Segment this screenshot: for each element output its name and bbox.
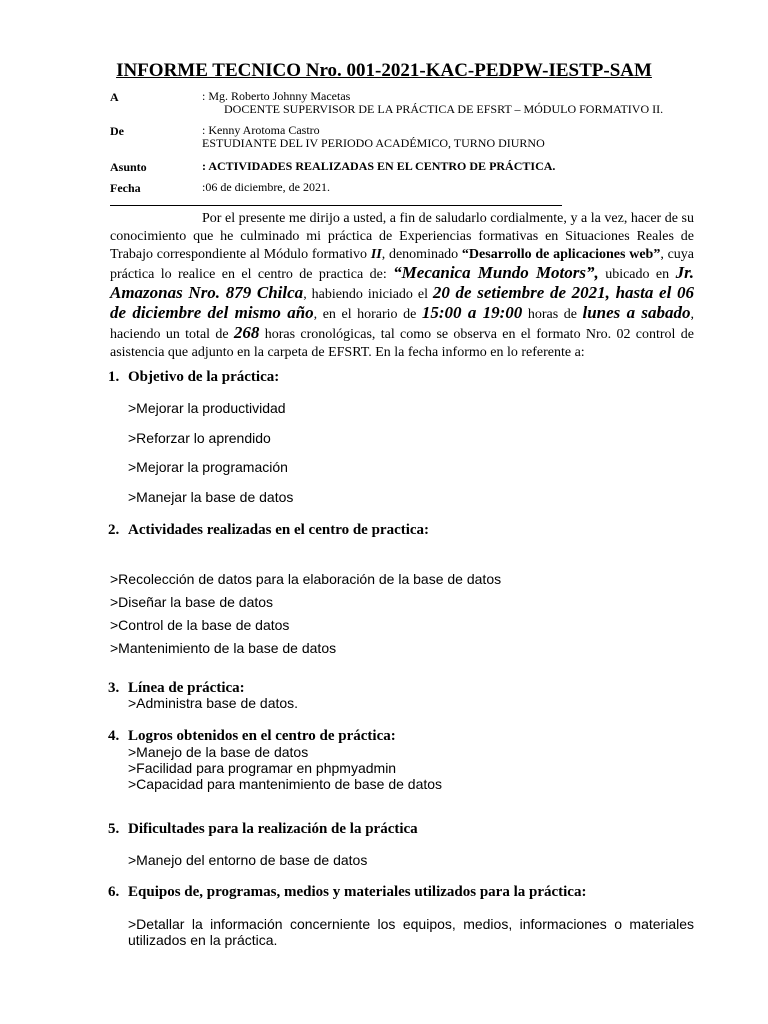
section-6-item: >Detallar la información concerniente los equipos, medios, informaciones o materiales utilizados en la práctica. bbox=[128, 916, 694, 948]
date-label: Fecha bbox=[110, 181, 141, 195]
to-role: DOCENTE SUPERVISOR DE LA PRÁCTICA DE EFSRT – MÓDULO FORMATIVO II. bbox=[224, 102, 664, 116]
section-6-heading: 6. Equipos de, programas, medios y materiales utilizados para la práctica: bbox=[108, 884, 587, 900]
intro-paragraph: Por el presente me dirijo a usted, a fin de saludarlo cordialmente, y a la vez, hacer de su conocimiento que he culminado mi práctica de Experiencias formativas en Situaciones Reales de Trabajo correspondiente al Módulo formativo II, denominado “Desarrollo de aplicaciones web”, cuya práctica lo realice en el centro de practica de: “Mecanica Mundo Motors”, ubicado en Jr. Amazonas Nro. 879 Chilca, habiendo iniciado el 20 de setiembre de 2021, hasta el 06 de diciembre del mismo año, en el horario de 15:00 a 19:00 horas de lunes a sabado, haciendo un total de 268 horas cronológicas, tal como se observa en el formato Nro. 02 control de asistencia que adjunto en la carpeta de EFSRT. En la fecha informo en lo referente a: bbox=[110, 211, 695, 360]
section-1-item: >Mejorar la productividad bbox=[128, 400, 286, 416]
from-value bbox=[202, 124, 545, 150]
section-2-heading: 2. Actividades realizadas en el centro de practica: bbox=[108, 522, 430, 538]
subject-label: Asunto bbox=[110, 160, 147, 174]
section-4-item: >Facilidad para programar en phpmyadmin bbox=[128, 760, 397, 776]
section-5-item: >Manejo del entorno de base de datos bbox=[128, 852, 368, 868]
section-4-item: >Capacidad para mantenimiento de base de datos bbox=[128, 776, 443, 792]
to-label: A bbox=[110, 90, 119, 104]
section-3-item: >Administra base de datos. bbox=[128, 695, 299, 711]
section-1-heading: 1. Objetivo de la práctica: bbox=[108, 369, 280, 385]
from-label: De bbox=[110, 124, 124, 138]
from-role: ESTUDIANTE DEL IV PERIODO ACADÉMICO, TURNO DIURNO bbox=[202, 136, 545, 150]
section-2-item: >Control de la base de datos bbox=[110, 617, 290, 633]
section-3-heading: 3. Línea de práctica: bbox=[108, 680, 245, 696]
section-2-item: >Diseñar la base de datos bbox=[110, 594, 274, 610]
subject-value: : ACTIVIDADES REALIZADAS EN EL CENTRO DE PRÁCTICA. bbox=[202, 159, 556, 173]
report-title: INFORME TECNICO Nro. 001-2021-KAC-PEDPW-IESTP-SAM bbox=[116, 60, 652, 81]
date-value: :06 de diciembre, de 2021. bbox=[202, 180, 330, 194]
divider bbox=[110, 205, 562, 206]
section-2-item: >Recolección de datos para la elaboración de la base de datos bbox=[110, 571, 502, 587]
to-name: : Mg. Roberto Johnny Macetas bbox=[202, 89, 351, 103]
section-1-item: >Mejorar la programación bbox=[128, 459, 288, 475]
from-name: : Kenny Arotoma Castro bbox=[202, 123, 320, 137]
section-1-item: >Reforzar lo aprendido bbox=[128, 430, 271, 446]
section-4-heading: 4. Logros obtenidos en el centro de práctica: bbox=[108, 728, 396, 744]
section-4-item: >Manejo de la base de datos bbox=[128, 744, 309, 760]
section-1-item: >Manejar la base de datos bbox=[128, 489, 294, 505]
section-2-item: >Mantenimiento de la base de datos bbox=[110, 640, 337, 656]
section-5-heading: 5. Dificultades para la realización de la práctica bbox=[108, 821, 418, 837]
to-value bbox=[202, 90, 663, 116]
